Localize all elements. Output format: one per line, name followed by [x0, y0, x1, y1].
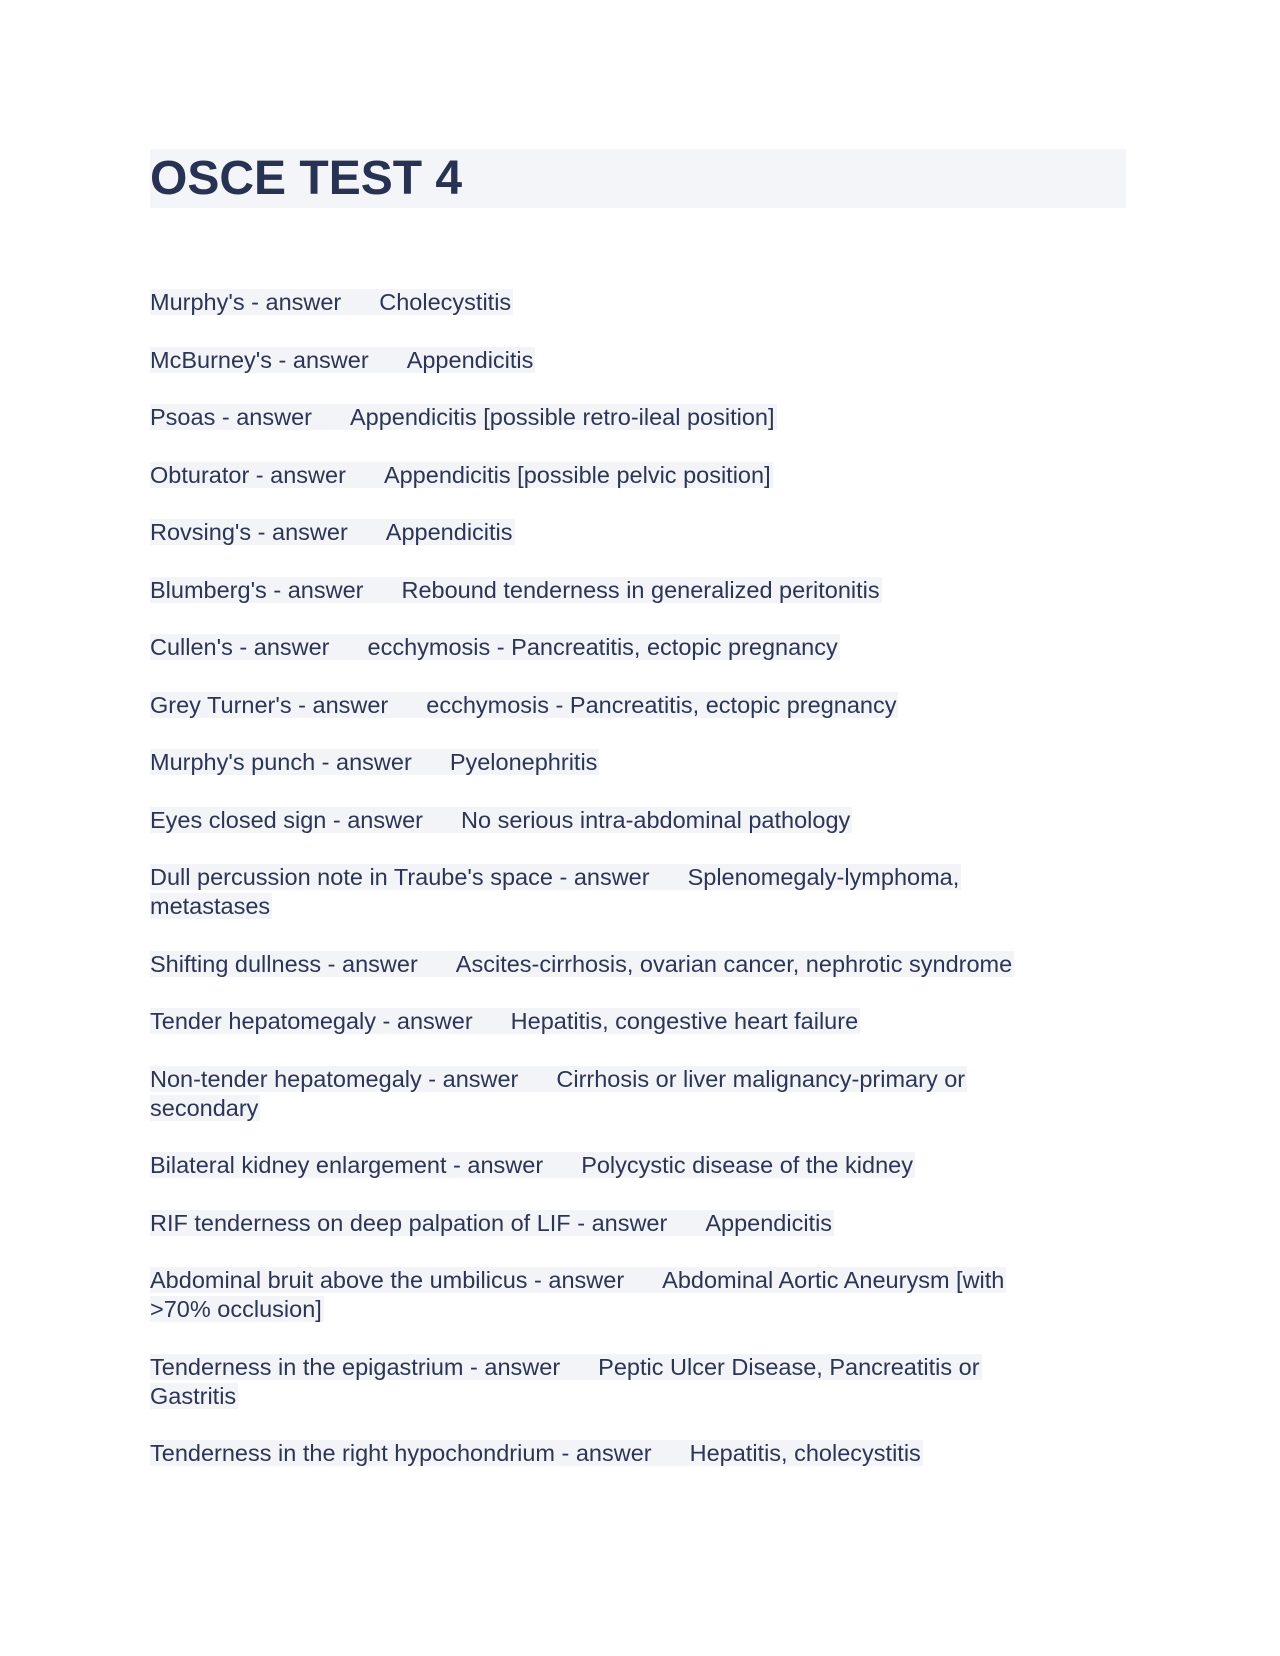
qa-answer: No serious intra-abdominal pathology	[461, 806, 851, 833]
qa-answer-label: answer	[287, 576, 364, 603]
qa-answer-label: answer	[573, 864, 650, 890]
qa-separator: -	[251, 519, 273, 545]
qa-item	[150, 950, 1030, 979]
qa-separator: -	[554, 1440, 576, 1466]
qa-item-highlight	[150, 807, 852, 833]
qa-item	[150, 518, 1030, 547]
qa-item-highlight	[150, 692, 898, 718]
qa-item	[150, 806, 1030, 835]
qa-answer: ecchymosis - Pancreatitis, ectopic pregnancy	[367, 634, 838, 660]
qa-answer: Rebound tenderness in generalized peritonitis	[401, 576, 880, 603]
qa-answer-label: answer	[270, 461, 346, 488]
qa-answer: Appendicitis [possible pelvic position]	[383, 461, 771, 488]
qa-answer-label: answer	[442, 1065, 519, 1092]
qa-separator: -	[272, 346, 293, 373]
qa-item-highlight	[150, 1354, 982, 1409]
qa-term: Shifting dullness	[150, 950, 322, 977]
qa-separator: -	[232, 634, 254, 660]
qa-answer-label: answer	[548, 1267, 625, 1293]
qa-item-highlight	[150, 404, 777, 430]
qa-answer: Hepatitis, cholecystitis	[689, 1440, 921, 1466]
qa-answer-label: answer	[467, 1152, 544, 1178]
qa-item-highlight	[150, 519, 515, 545]
qa-item-highlight	[150, 749, 599, 775]
qa-term: Tenderness in the right hypochondrium	[150, 1440, 555, 1466]
qa-separator: -	[266, 576, 288, 603]
qa-term: Bilateral kidney enlargement	[150, 1152, 447, 1178]
qa-item	[150, 576, 1030, 605]
qa-item-highlight	[150, 1210, 834, 1236]
qa-term: Tenderness in the epigastrium	[150, 1353, 464, 1380]
qa-separator: -	[552, 864, 574, 890]
qa-answer-label: answer	[236, 404, 312, 430]
qa-item	[150, 748, 1030, 777]
qa-separator: -	[244, 289, 266, 315]
qa-term: Murphy's	[150, 289, 245, 315]
qa-separator: -	[463, 1353, 485, 1380]
qa-item	[150, 346, 1030, 375]
qa-answer: Peptic Ulcer Disease, Pancreatitis or Gastritis	[150, 1353, 980, 1409]
qa-answer-label: answer	[396, 1008, 473, 1034]
qa-separator: -	[446, 1152, 468, 1178]
qa-item-highlight	[150, 1440, 923, 1466]
qa-item-highlight	[150, 347, 535, 373]
qa-answer: Hepatitis, congestive heart failure	[510, 1008, 859, 1034]
qa-item-highlight	[150, 289, 513, 315]
qa-answer-label: answer	[253, 634, 330, 660]
qa-answer: Cholecystitis	[379, 289, 512, 315]
qa-term: Obturator	[150, 461, 250, 488]
qa-item	[150, 1209, 1030, 1238]
page-title: OSCE TEST 4	[150, 152, 463, 205]
qa-item	[150, 1439, 1030, 1468]
qa-answer: Appendicitis	[705, 1209, 833, 1236]
qa-term: Cullen's	[150, 634, 233, 660]
qa-item	[150, 1151, 1030, 1180]
qa-answer-label: answer	[484, 1353, 561, 1380]
qa-item	[150, 863, 1030, 921]
qa-term: RIF tenderness on deep palpation of LIF	[150, 1209, 571, 1236]
qa-item	[150, 1353, 1030, 1411]
qa-list	[150, 288, 1126, 1468]
qa-item-highlight	[150, 1267, 1006, 1322]
qa-term: Murphy's punch	[150, 749, 316, 775]
qa-answer-label: answer	[312, 691, 389, 718]
qa-item	[150, 691, 1030, 720]
document-page	[150, 149, 1126, 1497]
qa-term: Non-tender hepatomegaly	[150, 1065, 422, 1092]
qa-item	[150, 633, 1030, 662]
qa-term: Tender hepatomegaly	[150, 1008, 377, 1034]
qa-answer: Splenomegaly-lymphoma, metastases	[150, 864, 960, 919]
qa-answer-label: answer	[575, 1440, 652, 1466]
qa-separator: -	[291, 691, 313, 718]
qa-answer-label: answer	[272, 519, 348, 545]
qa-term: Grey Turner's	[150, 691, 292, 718]
qa-answer-label: answer	[336, 749, 412, 775]
qa-separator: -	[215, 404, 237, 430]
qa-item	[150, 461, 1030, 490]
qa-term: Rovsing's	[150, 519, 252, 545]
qa-item	[150, 1266, 1030, 1324]
qa-term: Dull percussion note in Traube's space	[150, 864, 553, 890]
qa-item-highlight	[150, 1066, 967, 1121]
qa-answer: Appendicitis	[406, 346, 534, 373]
qa-separator: -	[527, 1267, 549, 1293]
qa-separator: -	[315, 749, 337, 775]
qa-term: Blumberg's	[150, 576, 267, 603]
qa-item-highlight	[150, 634, 840, 660]
qa-answer-label: answer	[265, 289, 342, 315]
qa-answer-label: answer	[342, 950, 418, 977]
qa-separator: -	[421, 1065, 443, 1092]
qa-answer: Cirrhosis or liver malignancy-primary or secondary	[150, 1065, 966, 1121]
qa-term: Psoas	[150, 404, 216, 430]
qa-answer: Polycystic disease of the kidney	[581, 1152, 913, 1178]
qa-answer-label: answer	[347, 806, 423, 833]
qa-separator: -	[321, 950, 343, 977]
qa-item-highlight	[150, 951, 1014, 977]
qa-term: McBurney's	[150, 346, 273, 373]
title-bar	[150, 149, 1126, 208]
qa-answer: Pyelonephritis	[449, 749, 598, 775]
qa-separator: -	[249, 461, 271, 488]
qa-answer-label: answer	[292, 346, 369, 373]
qa-item-highlight	[150, 1008, 860, 1034]
qa-answer: ecchymosis - Pancreatitis, ectopic pregnancy	[426, 691, 897, 718]
qa-term: Abdominal bruit above the umbilicus	[150, 1267, 528, 1293]
qa-item-highlight	[150, 864, 961, 919]
qa-item-highlight	[150, 1152, 915, 1178]
qa-separator: -	[570, 1209, 592, 1236]
qa-item	[150, 288, 1030, 317]
qa-item-highlight	[150, 577, 882, 603]
qa-answer: Ascites-cirrhosis, ovarian cancer, nephrotic syndrome	[455, 950, 1013, 977]
qa-answer-label: answer	[591, 1209, 668, 1236]
qa-answer: Abdominal Aortic Aneurysm [with >70% occlusion]	[150, 1267, 1005, 1322]
qa-answer: Appendicitis [possible retro-ileal position]	[349, 404, 775, 430]
qa-item	[150, 1065, 1030, 1123]
qa-item-highlight	[150, 462, 773, 488]
qa-answer: Appendicitis	[385, 519, 513, 545]
qa-separator: -	[376, 1008, 397, 1034]
qa-item	[150, 1007, 1030, 1036]
qa-separator: -	[326, 806, 348, 833]
qa-term: Eyes closed sign	[150, 806, 327, 833]
qa-item	[150, 403, 1030, 432]
